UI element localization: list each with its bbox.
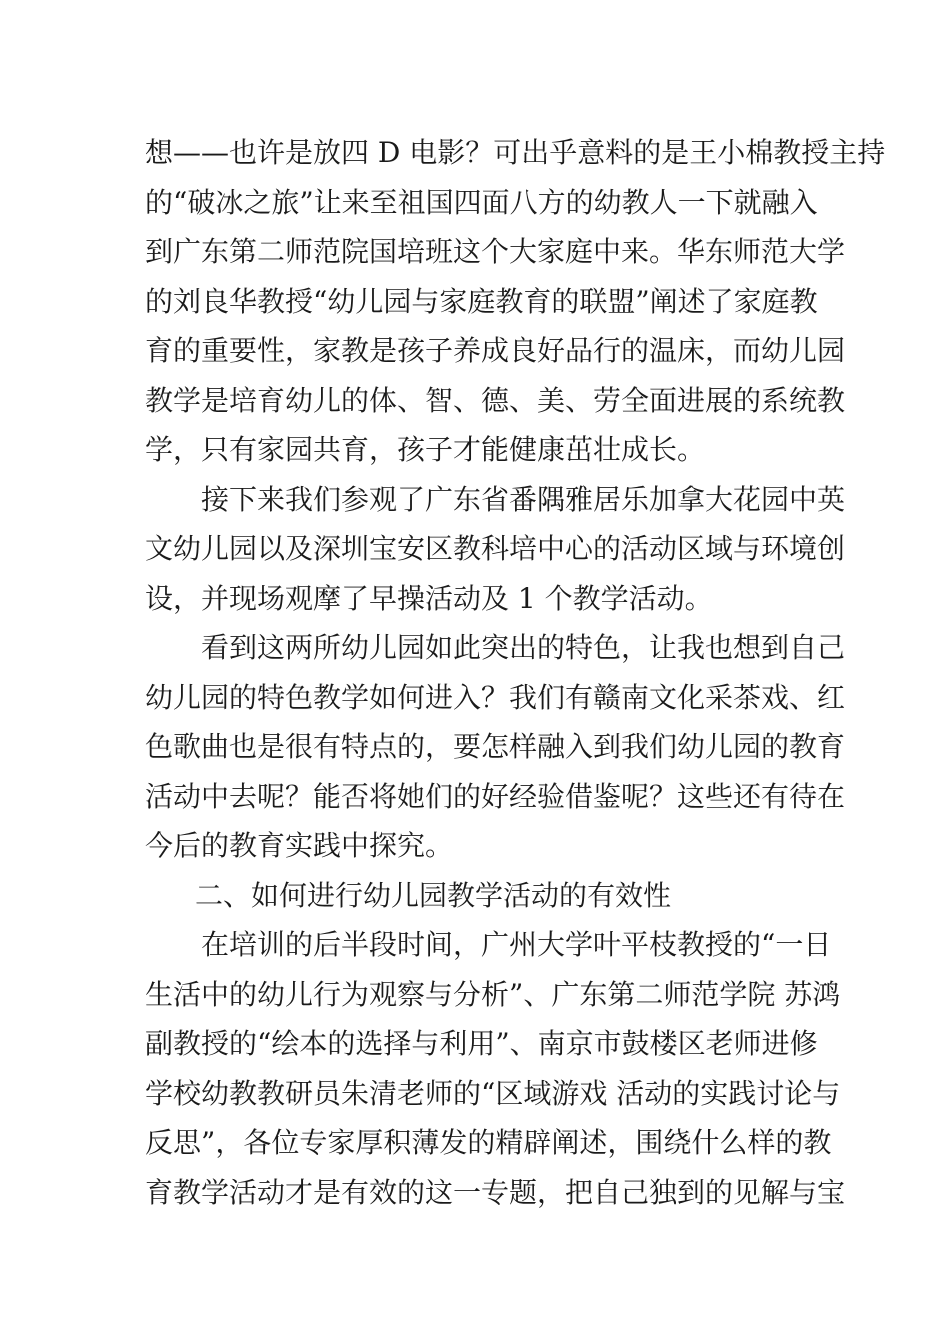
paragraph-start-line: 接下来我们参观了广东省番隅雅居乐加拿大花园中英 [201, 482, 846, 516]
paragraph-start-line: 看到这两所幼儿园如此突出的特色，让我也想到自己 [201, 631, 846, 664]
text-line: 的刘良华教授“幼儿园与家庭教育的联盟”阐述了家庭教 [145, 284, 818, 318]
text-line: 学，只有家园共育，孩子才能健康茁壮成长。 [145, 433, 706, 466]
text-line: 副教授的“绘本的选择与利用”、南京市鼓楼区老师进修 [145, 1027, 818, 1060]
text-line: 教学是培育幼儿的体、智、德、美、劳全面进展的系统教 [145, 383, 846, 417]
text-line: 学校幼教教研员朱清老师的“区域游戏 活动的实践讨论与 [145, 1076, 841, 1110]
text-line: 生活中的幼儿行为观察与分析”、广东第二师范学院 苏鸿 [145, 977, 841, 1011]
text-line: 色歌曲也是很有特点的，要怎样融入到我们幼儿园的教育 [145, 730, 846, 763]
text-line: 反思”，各位专家厚积薄发的精辟阐述，围绕什么样的教 [145, 1126, 832, 1159]
text-line: 活动中去呢？能否将她们的好经验借鉴呢？这些还有待在 [145, 779, 846, 813]
paragraph-start-line: 在培训的后半段时间，广州大学叶平枝教授的“一日 [201, 928, 832, 961]
text-line: 育教学活动才是有效的这一专题，把自己独到的见解与宝 [145, 1175, 846, 1209]
text-line: 幼儿园的特色教学如何进入？我们有赣南文化采茶戏、红 [145, 680, 846, 714]
text-line: 育的重要性，家教是孩子养成良好品行的温床，而幼儿园 [145, 334, 846, 367]
text-line: 想——也许是放四 D 电影？可出乎意料的是王小棉教授主持 [145, 136, 886, 169]
text-line: 的“破冰之旅”让来至祖国四面八方的幼教人一下就融入 [145, 185, 818, 219]
section-heading: 二、如何进行幼儿园教学活动的有效性 [195, 878, 672, 912]
body-text [145, 128, 886, 1217]
text-line: 今后的教育实践中探究。 [145, 829, 454, 862]
text-line: 文幼儿园以及深圳宝安区教科培中心的活动区域与环境创 [145, 532, 846, 565]
text-line: 到广东第二师范院国培班这个大家庭中来。华东师范大学 [145, 235, 846, 268]
text-line: 设，并现场观摩了早操活动及 1 个教学活动。 [145, 581, 713, 615]
